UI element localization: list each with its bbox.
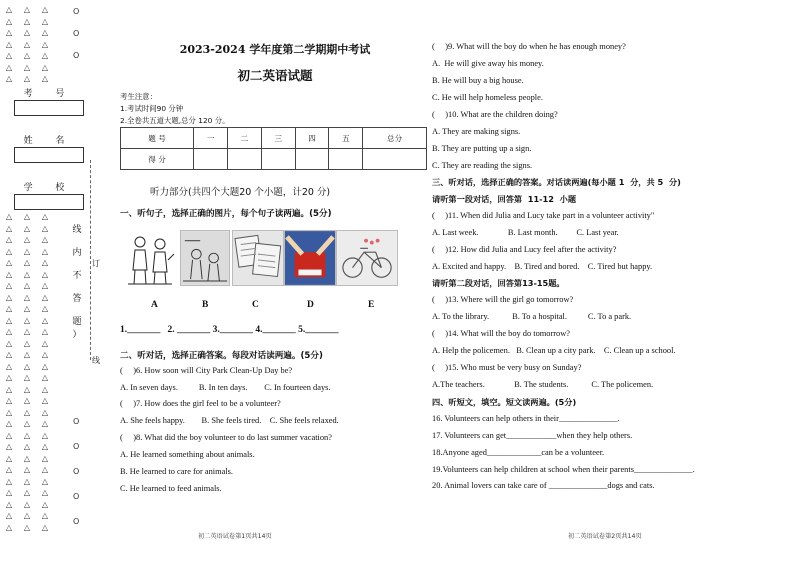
triangle-mark: △ bbox=[23, 51, 31, 60]
triangle-mark: △ bbox=[5, 315, 13, 325]
triangle-mark: △ bbox=[41, 465, 49, 474]
picture-label: C bbox=[252, 300, 259, 310]
picture-label: B bbox=[202, 300, 209, 310]
triangle-mark: △ bbox=[23, 5, 31, 14]
triangle-mark: △ bbox=[41, 235, 49, 244]
option-line: A. He learned something about animals. bbox=[120, 450, 255, 459]
triangle-mark: △ bbox=[5, 430, 13, 440]
circle-mark: O bbox=[73, 492, 80, 501]
option-line: A. In seven days. B. In ten days. C. In fourteen days. bbox=[120, 383, 331, 392]
triangle-mark: △ bbox=[23, 511, 31, 520]
option-line: C. He learned to feed animals. bbox=[120, 484, 222, 493]
triangle-mark: △ bbox=[23, 258, 31, 267]
question-line[interactable]: 19.Volunteers can help children at school when their parents______________. bbox=[432, 465, 695, 474]
picture-label: D bbox=[307, 300, 314, 310]
exam-subject: 初二英语试题 bbox=[237, 68, 313, 83]
triangle-mark: △ bbox=[23, 235, 31, 244]
circle-mark: O bbox=[73, 517, 80, 526]
triangle-mark: △ bbox=[41, 5, 49, 14]
triangle-mark: △ bbox=[5, 361, 13, 371]
triangle-mark: △ bbox=[5, 522, 13, 532]
triangle-mark: △ bbox=[23, 453, 31, 463]
school-label: 学 校 bbox=[14, 180, 84, 195]
section-heading: 四、听短文，填空。短文读两遍。(5分) bbox=[432, 397, 577, 407]
triangle-mark: △ bbox=[41, 304, 49, 313]
triangle-mark: △ bbox=[5, 258, 13, 267]
question-line: ( )9. What will the boy do when he has enough money? bbox=[432, 42, 626, 51]
question-line[interactable]: 18.Anyone aged_____________can be a volunteer. bbox=[432, 448, 605, 457]
triangle-mark: △ bbox=[41, 373, 49, 382]
triangle-mark: △ bbox=[5, 212, 13, 221]
circle-mark: O bbox=[73, 29, 80, 38]
circle-mark: O bbox=[73, 442, 80, 451]
triangle-column-1 bbox=[4, 4, 14, 533]
score-entry-cell[interactable] bbox=[363, 149, 427, 170]
triangle-mark: △ bbox=[5, 442, 13, 451]
triangle-mark: △ bbox=[23, 373, 31, 382]
triangle-mark: △ bbox=[41, 419, 49, 428]
exam-title: 2023-2024 学年度第二学期期中考试 bbox=[179, 43, 371, 56]
seal-line bbox=[90, 160, 91, 360]
triangle-mark: △ bbox=[5, 235, 13, 244]
triangle-mark: △ bbox=[23, 465, 31, 474]
triangle-mark: △ bbox=[23, 442, 31, 451]
triangle-mark: △ bbox=[41, 522, 49, 532]
triangle-mark: △ bbox=[23, 338, 31, 348]
triangle-mark: △ bbox=[23, 62, 31, 72]
triangle-mark: △ bbox=[5, 16, 13, 26]
triangle-mark: △ bbox=[41, 407, 49, 417]
triangle-mark: △ bbox=[41, 488, 49, 497]
page-footer-left: 初二英语试卷第1页共14页 bbox=[198, 533, 272, 540]
circle-mark: O bbox=[73, 467, 80, 476]
triangle-mark: △ bbox=[41, 258, 49, 267]
triangle-mark: △ bbox=[5, 292, 13, 302]
name-field[interactable] bbox=[14, 133, 84, 163]
triangle-mark: △ bbox=[5, 28, 13, 37]
triangle-mark: △ bbox=[23, 281, 31, 290]
triangle-mark: △ bbox=[23, 419, 31, 428]
section-two-heading: 二、听对话，选择正确答案。每段对话读两遍。(5分) bbox=[120, 351, 323, 361]
picture-b-sketch bbox=[180, 230, 230, 286]
question-line: ( )6. How soon will City Park Clean-Up Day be? bbox=[120, 366, 293, 375]
page-footer-right: 初二英语试卷第2页共14页 bbox=[568, 533, 642, 540]
school-field[interactable] bbox=[14, 180, 84, 210]
triangle-mark: △ bbox=[41, 511, 49, 520]
notes-line-score: 2.全卷共五道大题,总分 120 分。 bbox=[120, 116, 230, 125]
margin-word: 订 bbox=[92, 259, 100, 268]
option-line: B. He learned to care for animals. bbox=[120, 467, 234, 476]
triangle-mark: △ bbox=[5, 246, 13, 256]
triangle-mark: △ bbox=[41, 223, 49, 233]
triangle-mark: △ bbox=[41, 16, 49, 26]
option-line: A. Help the policemen. B. Clean up a city park. C. Clean up a school. bbox=[432, 346, 676, 355]
triangle-mark: △ bbox=[41, 269, 49, 279]
triangle-mark: △ bbox=[5, 51, 13, 60]
question-line: ( )11. When did Julia and Lucy take part in a volunteer activity" bbox=[432, 211, 655, 220]
option-line: B. They are putting up a sign. bbox=[432, 144, 532, 153]
picture-label: A bbox=[151, 300, 158, 310]
triangle-mark: △ bbox=[23, 223, 31, 233]
triangle-mark: △ bbox=[41, 62, 49, 72]
triangle-mark: △ bbox=[5, 5, 13, 14]
picture-answer-blanks[interactable]: 1._______ 2. _______ 3._______ 4._______ 5._______ bbox=[120, 325, 339, 335]
triangle-mark: △ bbox=[41, 338, 49, 348]
triangle-mark: △ bbox=[41, 430, 49, 440]
triangle-mark: △ bbox=[41, 499, 49, 509]
triangle-mark: △ bbox=[5, 74, 13, 83]
notes-line-time: 1.考试时间90 分钟 bbox=[120, 104, 184, 113]
score-table-cell: 得 分 bbox=[121, 149, 194, 170]
picture-a-people-talking bbox=[122, 230, 178, 286]
question-line: ( )14. What will the boy do tomorrow? bbox=[432, 329, 571, 338]
section-heading: 请听第一段对话，回答第 11-12 小题 bbox=[432, 194, 577, 204]
triangle-mark: △ bbox=[5, 269, 13, 279]
score-entry-cell[interactable] bbox=[228, 149, 262, 170]
triangle-mark: △ bbox=[41, 384, 49, 394]
option-line: A. Excited and happy. B. Tired and bored. C. Tired but happy. bbox=[432, 262, 653, 271]
circle-mark: O bbox=[73, 7, 80, 16]
score-entry-cell[interactable] bbox=[194, 149, 228, 170]
name-label: 姓 名 bbox=[14, 133, 84, 148]
section-one-heading: 一、听句子，选择正确的图片，每个句子读两遍。(5分) bbox=[120, 209, 332, 219]
circle-mark: O bbox=[73, 51, 80, 60]
score-entry-cell[interactable] bbox=[329, 149, 363, 170]
triangle-mark: △ bbox=[23, 269, 31, 279]
triangle-mark: △ bbox=[5, 511, 13, 520]
section-heading: 请听第二段对话，回答第13-15题。 bbox=[432, 278, 565, 288]
school-input[interactable] bbox=[14, 195, 84, 210]
triangle-mark: △ bbox=[41, 396, 49, 405]
triangle-mark: △ bbox=[23, 39, 31, 49]
triangle-mark: △ bbox=[5, 223, 13, 233]
question-line: ( )13. Where will the girl go tomorrow? bbox=[432, 295, 574, 304]
picture-label: E bbox=[368, 300, 375, 310]
triangle-mark: △ bbox=[23, 522, 31, 532]
notes-heading: 考生注意： bbox=[120, 92, 157, 101]
name-input[interactable] bbox=[14, 148, 84, 163]
score-table-cell: 二 bbox=[228, 128, 262, 149]
triangle-mark: △ bbox=[5, 327, 13, 336]
triangle-mark: △ bbox=[23, 499, 31, 509]
option-line: C. They are reading the signs. bbox=[432, 161, 533, 170]
question-line: ( )15. Who must be very busy on Sunday? bbox=[432, 363, 582, 372]
triangle-mark: △ bbox=[5, 373, 13, 382]
option-line: A. He will give away his money. bbox=[432, 59, 544, 68]
triangle-mark: △ bbox=[5, 39, 13, 49]
triangle-mark: △ bbox=[23, 488, 31, 497]
triangle-mark: △ bbox=[23, 396, 31, 405]
triangle-mark: △ bbox=[41, 327, 49, 336]
exam-number-label: 考 号 bbox=[14, 86, 84, 101]
triangle-mark: △ bbox=[41, 442, 49, 451]
triangle-mark: △ bbox=[5, 62, 13, 72]
triangle-mark: △ bbox=[41, 453, 49, 463]
option-line: A. They are making signs. bbox=[432, 127, 521, 136]
question-line: ( )8. What did the boy volunteer to do last summer vacation? bbox=[120, 433, 332, 442]
question-line: ( )12. How did Julia and Lucy feel after the activity? bbox=[432, 245, 617, 254]
triangle-column-3 bbox=[40, 4, 50, 533]
triangle-mark: △ bbox=[5, 488, 13, 497]
triangle-mark: △ bbox=[5, 453, 13, 463]
triangle-mark: △ bbox=[5, 396, 13, 405]
score-table-cell: 总分 bbox=[363, 128, 427, 149]
score-table bbox=[120, 127, 427, 170]
triangle-mark: △ bbox=[41, 350, 49, 359]
listening-section-title: 听力部分(共四个大题20 个小题，计20 分) bbox=[150, 187, 331, 198]
triangle-mark: △ bbox=[41, 51, 49, 60]
question-line[interactable]: 20. Animal lovers can take care of ______________dogs and cats. bbox=[432, 481, 655, 490]
exam-number-field[interactable] bbox=[14, 86, 84, 116]
triangle-mark: △ bbox=[23, 407, 31, 417]
picture-d-donation-box bbox=[284, 230, 336, 286]
triangle-mark: △ bbox=[23, 350, 31, 359]
triangle-mark: △ bbox=[41, 246, 49, 256]
score-table-cell: 一 bbox=[194, 128, 228, 149]
triangle-mark: △ bbox=[5, 304, 13, 313]
triangle-mark: △ bbox=[5, 465, 13, 474]
triangle-mark: △ bbox=[41, 74, 49, 83]
score-table-row bbox=[121, 128, 427, 149]
triangle-mark: △ bbox=[23, 315, 31, 325]
picture-c-newspapers bbox=[232, 230, 284, 286]
triangle-mark: △ bbox=[23, 74, 31, 83]
picture-e-bicycle bbox=[336, 230, 398, 286]
question-line[interactable]: 17. Volunteers can get____________when they help others. bbox=[432, 431, 633, 440]
seal-warning-text: 线 内 不 答 题 ） bbox=[72, 225, 82, 340]
score-table-cell: 四 bbox=[295, 128, 329, 149]
triangle-mark: △ bbox=[5, 476, 13, 486]
triangle-mark: △ bbox=[23, 384, 31, 394]
question-line[interactable]: 16. Volunteers can help others in their______________. bbox=[432, 414, 620, 423]
question-line: ( )7. How does the girl feel to be a volunteer? bbox=[120, 399, 281, 408]
triangle-mark: △ bbox=[23, 476, 31, 486]
triangle-mark: △ bbox=[5, 499, 13, 509]
triangle-mark: △ bbox=[23, 430, 31, 440]
triangle-mark: △ bbox=[41, 212, 49, 221]
section-heading: 三、听对话，选择正确的答案。对话读两遍(每小题 1 分，共 5 分) bbox=[432, 177, 681, 187]
score-table-cell: 题 号 bbox=[121, 128, 194, 149]
score-entry-cell[interactable] bbox=[295, 149, 329, 170]
triangle-mark: △ bbox=[41, 315, 49, 325]
triangle-mark: △ bbox=[23, 361, 31, 371]
circle-mark: O bbox=[73, 417, 80, 426]
triangle-mark: △ bbox=[23, 246, 31, 256]
option-line: A.The teachers. B. The students. C. The policemen. bbox=[432, 380, 654, 389]
triangle-mark: △ bbox=[5, 350, 13, 359]
option-line: A. Last week. B. Last month. C. Last year. bbox=[432, 228, 619, 237]
triangle-column-2 bbox=[22, 4, 32, 533]
triangle-mark: △ bbox=[23, 327, 31, 336]
triangle-mark: △ bbox=[41, 476, 49, 486]
triangle-mark: △ bbox=[5, 281, 13, 290]
score-table-row bbox=[121, 149, 427, 170]
triangle-mark: △ bbox=[23, 304, 31, 313]
score-table-cell: 五 bbox=[329, 128, 363, 149]
exam-number-input[interactable] bbox=[14, 101, 84, 116]
score-table-cell: 三 bbox=[261, 128, 295, 149]
triangle-mark: △ bbox=[5, 384, 13, 394]
triangle-mark: △ bbox=[5, 407, 13, 417]
triangle-mark: △ bbox=[23, 212, 31, 221]
triangle-mark: △ bbox=[23, 16, 31, 26]
triangle-mark: △ bbox=[41, 281, 49, 290]
triangle-mark: △ bbox=[5, 338, 13, 348]
triangle-mark: △ bbox=[5, 419, 13, 428]
option-line: A. To the library. B. To a hospital. C. To a park. bbox=[432, 312, 632, 321]
option-line: C. He will help homeless people. bbox=[432, 93, 543, 102]
question-line: ( )10. What are the children doing? bbox=[432, 110, 558, 119]
triangle-mark: △ bbox=[41, 361, 49, 371]
option-line: B. He will buy a big house. bbox=[432, 76, 524, 85]
margin-word: 线 bbox=[92, 356, 100, 365]
triangle-mark: △ bbox=[41, 28, 49, 37]
score-entry-cell[interactable] bbox=[261, 149, 295, 170]
triangle-mark: △ bbox=[23, 28, 31, 37]
triangle-mark: △ bbox=[23, 292, 31, 302]
triangle-mark: △ bbox=[41, 39, 49, 49]
triangle-mark: △ bbox=[41, 292, 49, 302]
option-line: A. She feels happy. B. She feels tired. C. She feels relaxed. bbox=[120, 416, 339, 425]
